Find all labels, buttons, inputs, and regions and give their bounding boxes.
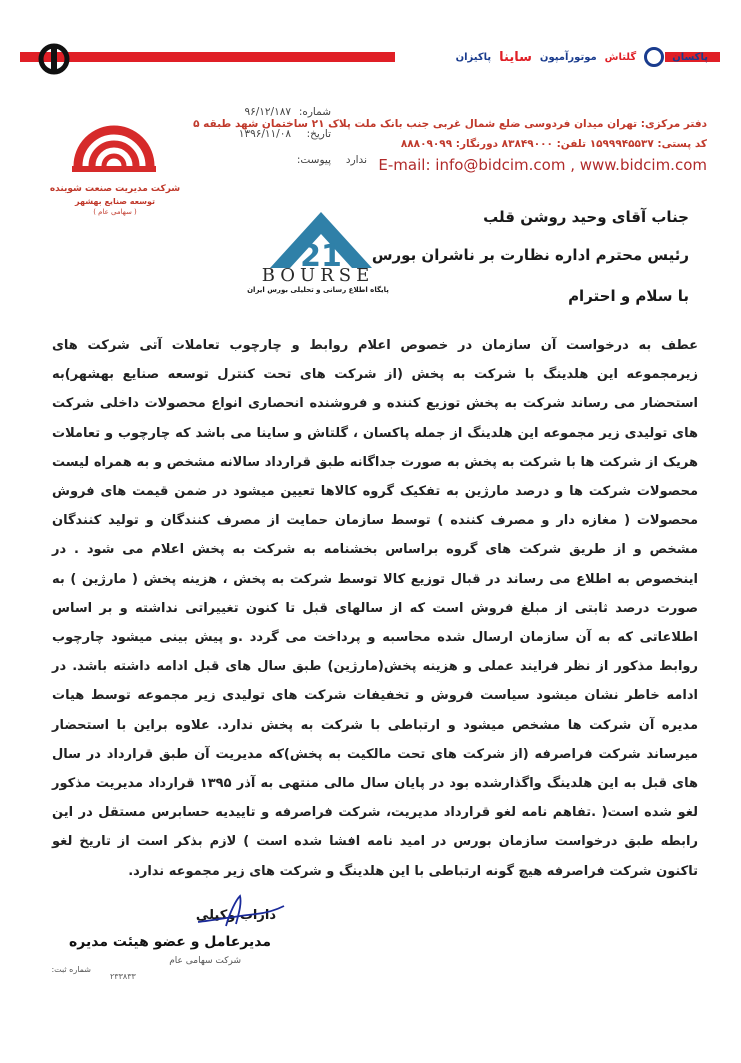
date-label: تاریخ: (306, 128, 331, 140)
attachment-value: ندارد (345, 154, 367, 166)
attachment-label: پیوست: (296, 154, 331, 166)
svg-text:21: 21 (300, 239, 342, 270)
brand-circle-icon (644, 47, 664, 67)
brand-logo-paksan: پاکسان (672, 51, 708, 63)
letter-body: عطف به درخواست آن سازمان در خصوص اعلام روابط و چارچوب تعاملات آتی شرکت های زیرمجموعه این هلدینگ با شرکت به پخش (از شرکت های تحت کنترل توسعه صنایع بهشهر)به استحضار می رساند شرکت به پخش توزیع کننده و فروشنده انحصاری انواع محصولات داخلی شرکت های تولیدی زیر مجموعه این هلدینگ از جمله پاکسان ، گلتاش و ساینا می باشد که چارچوب و تعاملات هریک از شرکت ها با شرکت به پخش به صورت جداگانه طبق قرارداد سالانه مشخص و به همراه لیست محصولات شرکت ها و درصد مارژین به تفکیک گروه کالاها تعیین میشود در ضمن قیمت های فروش محصولات ( مغازه دار و مصرف کننده ) توسط سازمان حمایت از مصرف کنندگان و تولید کنندگان مشخص و از طریق شرکت های گروه براساس بخشنامه به شرکت به پخش اعلام می شود . در اینخصوص به اطلاع می رساند در قبال توزیع کالا توسط شرکت به پخش ، هزینه پخش ( مارژین ) به صورت درصد ثابتی از مبلغ فروش است که از سالهای قبل تا کنون تغییراتی نداشته و بر اساس اطلاعاتی که به آن سازمان ارسال شده محاسبه و پرداخت می گردد .و پیش بینی میشود چارچوب روابط مذکور از نظر فرایند عملی و هزینه پخش(مارژین) طبق سال های قبل ادامه داشته باشد. در ادامه خاطر نشان میشود سیاست فروش و تخفیفات شرکت های تولیدی زیر مجموعه توسط هیات مدیره آن شرکت ها مشخص میشود و ارتباطی با شرکت به پخش ندارد. علاوه براین با استحضار میرساند شرکت فراصرفه (از شرکت های تحت مالکیت به پخش)که مدیریت آن طبق قرارداد در سال های قبل به این هلدینگ واگذارشده بود در پایان سال مالی منتهی به آذر ۱۳۹۵ قرارداد مدیریت مذکور لغو شده است( .تفاهم نامه لغو قرارداد مدیریت، شرکت فراصرفه و تاییدیه حسابرس مستقل در این رابطه طبق درخواست سازمان بورس در امید نامه افشا شده است ) لازم بذکر است از تاریخ لغو تاکنون شرکت فراصرفه هیچ گونه ارتباطی با این هلدینگ و شرکت های زیر مجموعه ندارد. (52, 338, 698, 879)
registration-label: شماره ثبت: (51, 965, 91, 974)
holding-small-logo-icon (34, 42, 74, 76)
number-label: شماره: (298, 106, 331, 118)
signatory-name: داراب وکیلی (195, 908, 276, 923)
greeting: با سلام و احترام (568, 287, 689, 305)
stamp-company: شرکت سهامی عام (169, 956, 241, 966)
brand-logo-saina: ساینا (499, 49, 532, 65)
bourse-logo-icon (262, 208, 380, 270)
bourse-wordmark: BOURSE (261, 265, 375, 286)
number-value: ۹۶/۱۲/۱۸۷ (244, 106, 291, 118)
email-web-line: E-mail: info@bidcim.com , www.bidcim.com (378, 156, 707, 174)
company-logo-icon (64, 108, 164, 188)
handwritten-signature-icon (196, 892, 286, 932)
recipient-name: جناب آقای وحید روشن قلب (483, 208, 689, 226)
brand-logo-motoramp: موتورآمپون (539, 51, 597, 63)
signatory-title: مدیرعامل و عضو هیئت مدیره (69, 934, 271, 950)
company-type: ( سهامی عام ) (93, 208, 137, 216)
company-name: شرکت مدیریت صنعت شوینده (49, 184, 181, 194)
brand-logo-pakizan: پاکیزان (455, 51, 492, 63)
brand-logo-goltash: گلتاش (604, 51, 637, 63)
date-value: ۱۳۹۶/۱۱/۰۸ (238, 128, 291, 140)
registration-number: ۲۳۳۸۳۳ (110, 972, 136, 981)
company-subname: توسعه صنایع بهشهر (75, 197, 155, 206)
phone-line: کد پستی: ۱۵۹۹۹۴۵۵۳۷ تلفن: ۸۳۸۴۹۰۰۰ دورنگار: ۸۸۸۰۹۰۹۹ (400, 138, 707, 150)
recipient-title: رئیس محترم اداره نظارت بر ناشران بورس (371, 246, 689, 264)
bourse-subtitle: پایگاه اطلاع رسانی و تحلیلی بورس ایران (247, 286, 389, 294)
address-line: دفتر مرکزی: تهران میدان فردوسی ضلع شمال غربی جنب بانک ملت پلاک ۲۱ ساختمان شهد طبقه ۵ (193, 118, 707, 130)
brand-logo-strip (408, 40, 708, 74)
